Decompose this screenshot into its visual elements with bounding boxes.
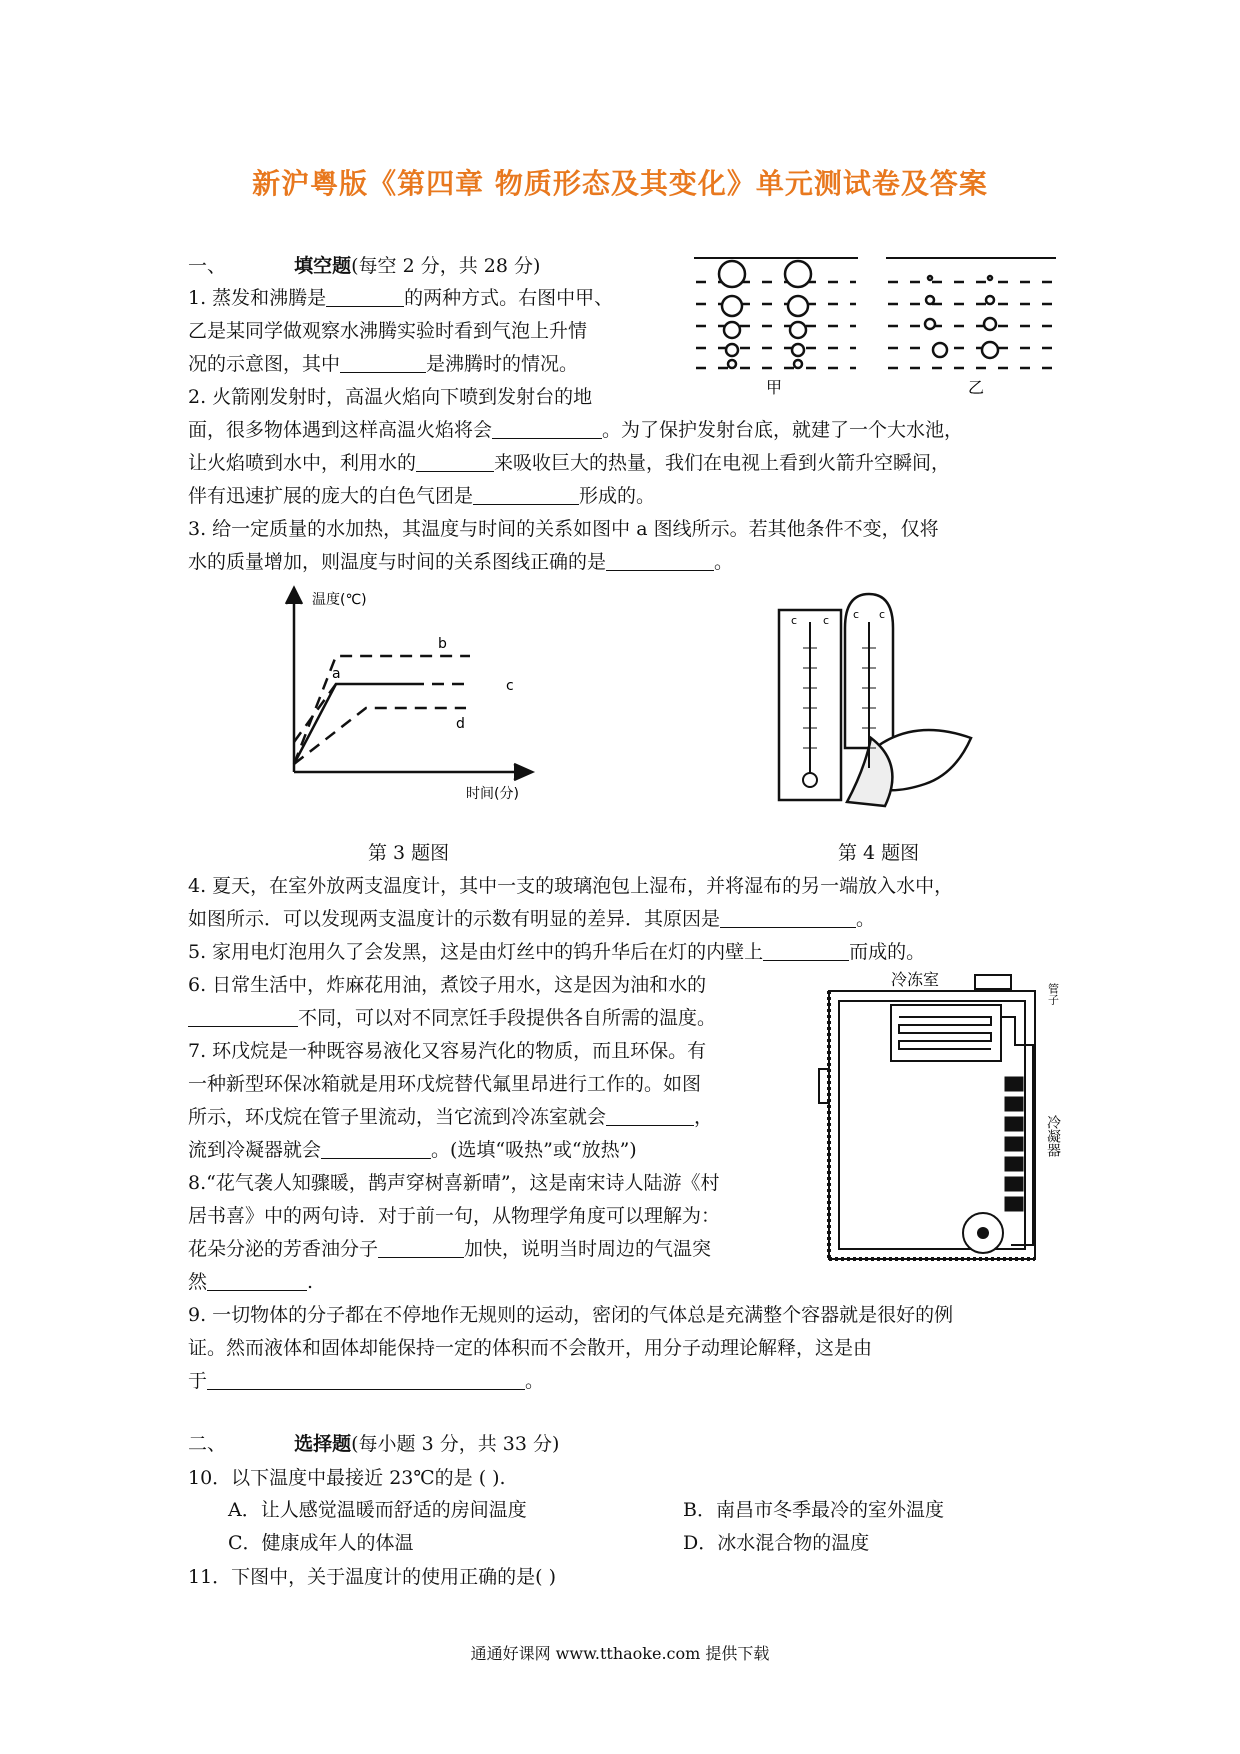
section1-number: 一、 [188, 255, 227, 277]
bubbles-figure [690, 250, 1060, 400]
q4-line2: 如图所示．可以发现两支温度计的示数有明显的差异．其原因是 。 [188, 903, 875, 936]
fridge-pipe-label: 管子 [1046, 983, 1060, 1005]
bubbles-label-left: 甲 [765, 378, 783, 397]
fridge-freezer-label: 冷冻室 [891, 970, 940, 989]
q2-line4: 伴有迅速扩展的庞大的白色气团是 形成的。 [188, 480, 655, 513]
q8-line4: 然 . [188, 1266, 313, 1299]
section2-note: (每小题 3 分，共 33 分) [351, 1433, 560, 1455]
q2-line2: 面，很多物体遇到这样高温火焰将会 。为了保护发射台底，就建了一个大水池， [188, 414, 963, 447]
fig3-line-b: b [438, 636, 447, 652]
q2-blank3 [473, 480, 579, 505]
q9-line2: 证。然而液体和固体却能保持一定的体积而不会散开，用分子动理论解释，这是由 [188, 1337, 873, 1359]
page-footer: 通通好课网 www.tthaoke.com 提供下载 [470, 1644, 770, 1663]
q10-stem: 10．以下温度中最接近 23℃的是 ( ). [188, 1467, 506, 1489]
q3-line2: 水的质量增加，则温度与时间的关系图线正确的是 。 [188, 546, 733, 579]
q7-line2: 一种新型环保冰箱就是用环戊烷替代氟里昂进行工作的。如图 [188, 1073, 702, 1095]
q8-blank1 [378, 1233, 464, 1258]
fridge-condenser-label: 冷凝器 [1045, 1115, 1061, 1157]
q10-option-a: A．让人感觉温暖而舒适的房间温度 [228, 1499, 527, 1521]
section1-heading [188, 250, 540, 283]
q9-line1: 9. 一切物体的分子都在不停地作无规则的运动，密闭的气体总是充满整个容器就是很好的例 [188, 1304, 954, 1326]
fig4-scale-mark-left2: c [823, 614, 830, 627]
q8-line2: 居书喜》中的两句诗．对于前一句，从物理学角度可以理解为： [188, 1205, 721, 1227]
q7-line1: 7. 环戊烷是一种既容易液化又容易汽化的物质，而且环保。有 [188, 1040, 707, 1062]
q2-line1: 2. 火箭刚发射时，高温火焰向下喷到发射台的地 [188, 386, 593, 408]
fig4-scale-mark-right2: c [879, 608, 886, 621]
fig4-scale-mark-right: c [853, 608, 860, 621]
q1-line1: 1. 蒸发和沸腾是 的两种方式。右图中甲、 [188, 282, 613, 315]
q2-blank2 [416, 447, 494, 472]
q11-stem: 11．下图中，关于温度计的使用正确的是( ) [188, 1566, 557, 1588]
q7-line3: 所示，环戊烷在管子里流动，当它流到冷冻室就会 ， [188, 1101, 713, 1134]
fig4-scale-mark-left: c [791, 614, 798, 627]
fig4-thermometers [775, 588, 1005, 808]
q9-line3: 于 。 [188, 1365, 544, 1398]
q1-line2: 乙是某同学做观察水沸腾实验时看到气泡上升情 [188, 320, 588, 342]
q1-blank2 [340, 348, 426, 373]
fig3-graph [270, 582, 540, 802]
fridge-figure [815, 965, 1065, 1267]
q6-blank [188, 1002, 298, 1027]
q9-blank [207, 1365, 525, 1390]
q5-blank [763, 936, 849, 961]
q6-line2: 不同，可以对不同烹饪手段提供各自所需的温度。 [188, 1002, 716, 1035]
fig4-caption: 第 4 题图 [838, 842, 920, 864]
q3-line1: 3. 给一定质量的水加热，其温度与时间的关系如图中 a 图线所示。若其他条件不变，仅将 [188, 518, 939, 540]
q4-line1: 4. 夏天，在室外放两支温度计，其中一支的玻璃泡包上湿布，并将湿布的另一端放入水中， [188, 875, 954, 897]
bubbles-label-right: 乙 [967, 378, 985, 397]
q5-line: 5. 家用电灯泡用久了会发黑，这是由灯丝中的钨升华后在灯的内壁上 而成的。 [188, 936, 925, 969]
fig3-ylabel: 温度(℃) [312, 592, 367, 608]
q2-blank1 [492, 414, 602, 439]
section2-name: 选择题 [294, 1433, 352, 1455]
section2-number: 二、 [188, 1433, 227, 1455]
section1-note: (每空 2 分，共 28 分) [351, 255, 541, 277]
section1-name: 填空题 [294, 255, 352, 277]
q4-blank [720, 903, 856, 928]
page-title: 新沪粤版《第四章 物质形态及其变化》单元测试卷及答案 [252, 167, 988, 200]
q7-blank2 [321, 1134, 431, 1159]
q1-line3: 况的示意图，其中 是沸腾时的情况。 [188, 348, 578, 381]
q7-blank1 [606, 1101, 694, 1126]
q8-line1: 8.“花气袭人知骤暖，鹊声穿树喜新晴”，这是南宋诗人陆游《村 [188, 1172, 720, 1194]
fig3-caption: 第 3 题图 [368, 842, 450, 864]
q6-line1: 6. 日常生活中，炸麻花用油，煮饺子用水，这是因为油和水的 [188, 974, 707, 996]
q2-line3: 让火焰喷到水中，利用水的 来吸收巨大的热量，我们在电视上看到火箭升空瞬间， [188, 447, 950, 480]
q7-line4: 流到冷凝器就会 。(选填“吸热”或“放热”) [188, 1134, 637, 1167]
q3-blank [606, 546, 714, 571]
q8-line3: 花朵分泌的芳香油分子 加快，说明当时周边的气温突 [188, 1233, 711, 1266]
fig3-xlabel: 时间(分) [466, 786, 519, 802]
section2-heading [188, 1428, 559, 1461]
fig3-line-a: a [332, 666, 341, 682]
q10-option-d: D．冰水混合物的温度 [683, 1532, 870, 1554]
q1-blank1 [326, 282, 404, 307]
fig3-line-c: c [506, 678, 514, 694]
q10-option-c: C．健康成年人的体温 [228, 1532, 414, 1554]
q10-option-b: B．南昌市冬季最冷的室外温度 [683, 1499, 944, 1521]
q8-blank2 [207, 1266, 307, 1291]
fig3-line-d: d [456, 716, 465, 732]
